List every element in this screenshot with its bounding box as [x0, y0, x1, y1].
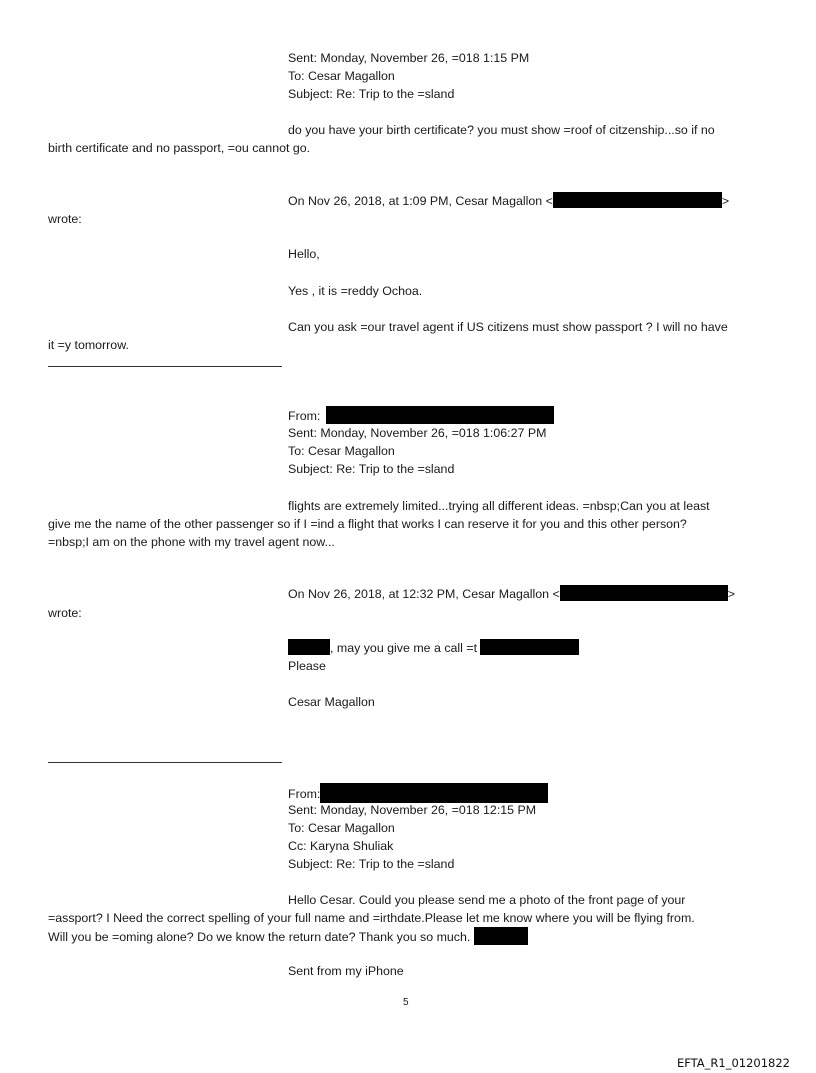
- document-id: EFTA_R1_01201822: [676, 1056, 790, 1070]
- subject-line: Subject: Re: Trip to the =sland: [288, 462, 455, 476]
- wrote-label: wrote:: [48, 212, 82, 226]
- to-line: To: Cesar Magallon: [288, 821, 395, 835]
- redaction-block: [560, 585, 728, 601]
- message-body-text: Will you be =oming alone? Do we know the return date? Thank you so much.: [48, 930, 471, 944]
- message-body-line: flights are extremely limited...trying all different ideas. =nbsp;Can you at least: [288, 499, 710, 513]
- cc-line: Cc: Karyna Shuliak: [288, 839, 394, 853]
- sent-line: Sent: Monday, November 26, =018 1:06:27 PM: [288, 426, 547, 440]
- message-body-line: [48, 927, 528, 946]
- sent-line: Sent: Monday, November 26, =018 12:15 PM: [288, 803, 537, 817]
- page-number: 5: [403, 997, 409, 1008]
- sent-line: Sent: Monday, November 26, =018 1:15 PM: [288, 51, 530, 65]
- call-request-text: , may you give me a call =t: [330, 641, 478, 655]
- redaction-block: [288, 639, 330, 655]
- message-body-line: give me the name of the other passenger so if I =ind a flight that works I can reserve it for you and this other person?: [48, 517, 687, 531]
- redaction-block: [320, 783, 548, 803]
- redaction-block: [480, 639, 579, 655]
- sent-from-line: Sent from my iPhone: [288, 964, 404, 978]
- redaction-block: [553, 192, 722, 208]
- from-line: [288, 406, 554, 425]
- message-body-line: Can you ask =our travel agent if US citizens must show passport ? I will no have: [288, 320, 728, 334]
- quote-header-close: >: [727, 587, 735, 601]
- from-line: [288, 783, 548, 803]
- call-request-line: [288, 639, 579, 657]
- subject-line: Subject: Re: Trip to the =sland: [288, 857, 455, 871]
- separator-rule: [48, 366, 282, 367]
- redaction-block: [326, 406, 554, 424]
- message-body-line: Hello Cesar. Could you please send me a photo of the front page of your: [288, 893, 686, 907]
- from-label: From:: [288, 787, 321, 801]
- message-body-line: it =y tomorrow.: [48, 338, 129, 352]
- to-line: To: Cesar Magallon: [288, 444, 395, 458]
- quote-header-text: On Nov 26, 2018, at 12:32 PM, Cesar Magallon <: [288, 587, 560, 601]
- message-body-line: =nbsp;I am on the phone with my travel agent now...: [48, 535, 335, 549]
- separator-rule: [48, 762, 282, 763]
- greeting: Hello,: [288, 247, 320, 261]
- message-body-line: Please: [288, 659, 326, 673]
- subject-line: Subject: Re: Trip to the =sland: [288, 87, 455, 101]
- message-body-line: do you have your birth certificate? you must show =roof of citzenship...so if no: [288, 123, 715, 137]
- signature: Cesar Magallon: [288, 695, 375, 709]
- wrote-label: wrote:: [48, 606, 82, 620]
- quote-header: [288, 585, 735, 603]
- quote-header: [288, 192, 729, 210]
- from-label: From:: [288, 409, 321, 423]
- message-body-line: Yes , it is =reddy Ochoa.: [288, 284, 423, 298]
- quote-header-close: >: [721, 194, 730, 208]
- message-body-line: birth certificate and no passport, =ou cannot go.: [48, 141, 311, 155]
- quote-header-text: On Nov 26, 2018, at 1:09 PM, Cesar Magallon <: [288, 194, 553, 208]
- redaction-block: [474, 927, 528, 945]
- to-line: To: Cesar Magallon: [288, 69, 395, 83]
- message-body-line: =assport? I Need the correct spelling of your full name and =irthdate.Please let me know where you will be flying from.: [48, 911, 695, 925]
